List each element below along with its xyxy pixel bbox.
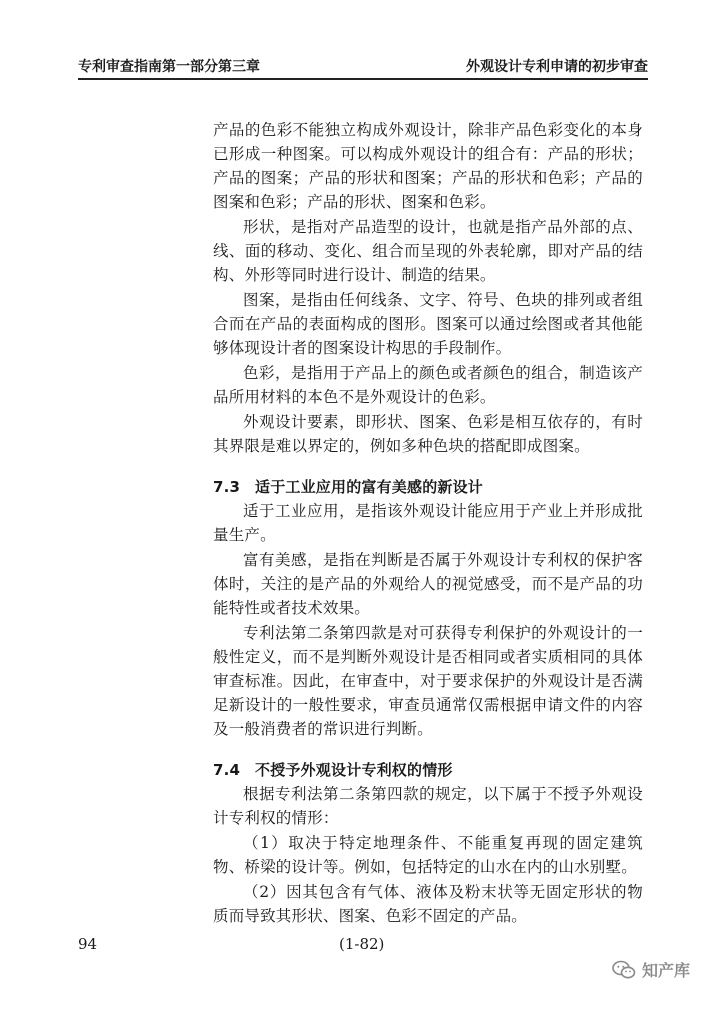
watermark-text: 知产库: [642, 961, 691, 980]
list-item: （1）取决于特定地理条件、不能重复再现的固定建筑物、桥梁的设计等。例如，包括特定的山水在内的山水别墅。: [213, 834, 643, 876]
running-header: [78, 54, 648, 80]
body-paragraph: 适于工业应用，是指该外观设计能应用于产业上并形成批量生产。: [213, 502, 643, 544]
body-paragraph: 富有美感，是指在判断是否属于外观设计专利权的保护客体时，关注的是产品的外观给人的视觉感受，而不是产品的功能特性或者技术效果。: [213, 551, 643, 617]
body-paragraph: 根据专利法第二条第四款的规定，以下属于不授予外观设计专利权的情形：: [213, 785, 643, 827]
section-number: 7.4: [213, 761, 241, 779]
wechat-icon: [612, 960, 636, 980]
body-paragraph: 专利法第二条第四款是对可获得专利保护的外观设计的一般性定义，而不是判断外观设计是否相同或者实质相同的具体审查标准。因此，在审查中，对于要求保护的外观设计是否满足新设计的一般性要求，审查员通常仅需根据申请文件的内容及一般消费者的常识进行判断。: [213, 624, 643, 738]
section-heading-7-4: [213, 758, 643, 782]
header-chapter-title: 专利审查指南第一部分第三章: [78, 59, 260, 75]
watermark: [612, 958, 690, 981]
page-code: (1-82): [339, 935, 385, 953]
body-paragraph: 形状，是指对产品造型的设计，也就是指产品外部的点、线、面的移动、变化、组合而呈现的外表轮廓，即对产品的结构、外形等同时进行设计、制造的结果。: [213, 218, 643, 284]
section-title: 不授予外观设计专利权的情形: [255, 761, 453, 779]
body-paragraph: 色彩，是指用于产品上的颜色或者颜色的组合，制造该产品所用材料的本色不是外观设计的色彩。: [213, 364, 643, 406]
header-section-title: 外观设计专利申请的初步审查: [466, 59, 648, 75]
page-body: [213, 118, 643, 929]
body-paragraph: 外观设计要素，即形状、图案、色彩是相互依存的，有时其界限是难以界定的，例如多种色块的搭配即成图案。: [213, 413, 643, 455]
section-number: 7.3: [213, 478, 241, 496]
body-paragraph: 图案，是指由任何线条、文字、符号、色块的排列或者组合而在产品的表面构成的图形。图案可以通过绘图或者其他能够体现设计者的图案设计构思的手段制作。: [213, 291, 643, 357]
body-paragraph: 产品的色彩不能独立构成外观设计，除非产品色彩变化的本身已形成一种图案。可以构成外观设计的组合有：产品的形状；产品的图案；产品的形状和图案；产品的形状和色彩；产品的图案和色彩；产品的形状、图案和色彩。: [213, 121, 643, 211]
section-heading-7-3: [213, 475, 643, 499]
section-title: 适于工业应用的富有美感的新设计: [255, 478, 484, 496]
list-item: （2）因其包含有气体、液体及粉末状等无固定形状的物质而导致其形状、图案、色彩不固定的产品。: [213, 883, 643, 925]
page-number: 94: [78, 935, 98, 953]
